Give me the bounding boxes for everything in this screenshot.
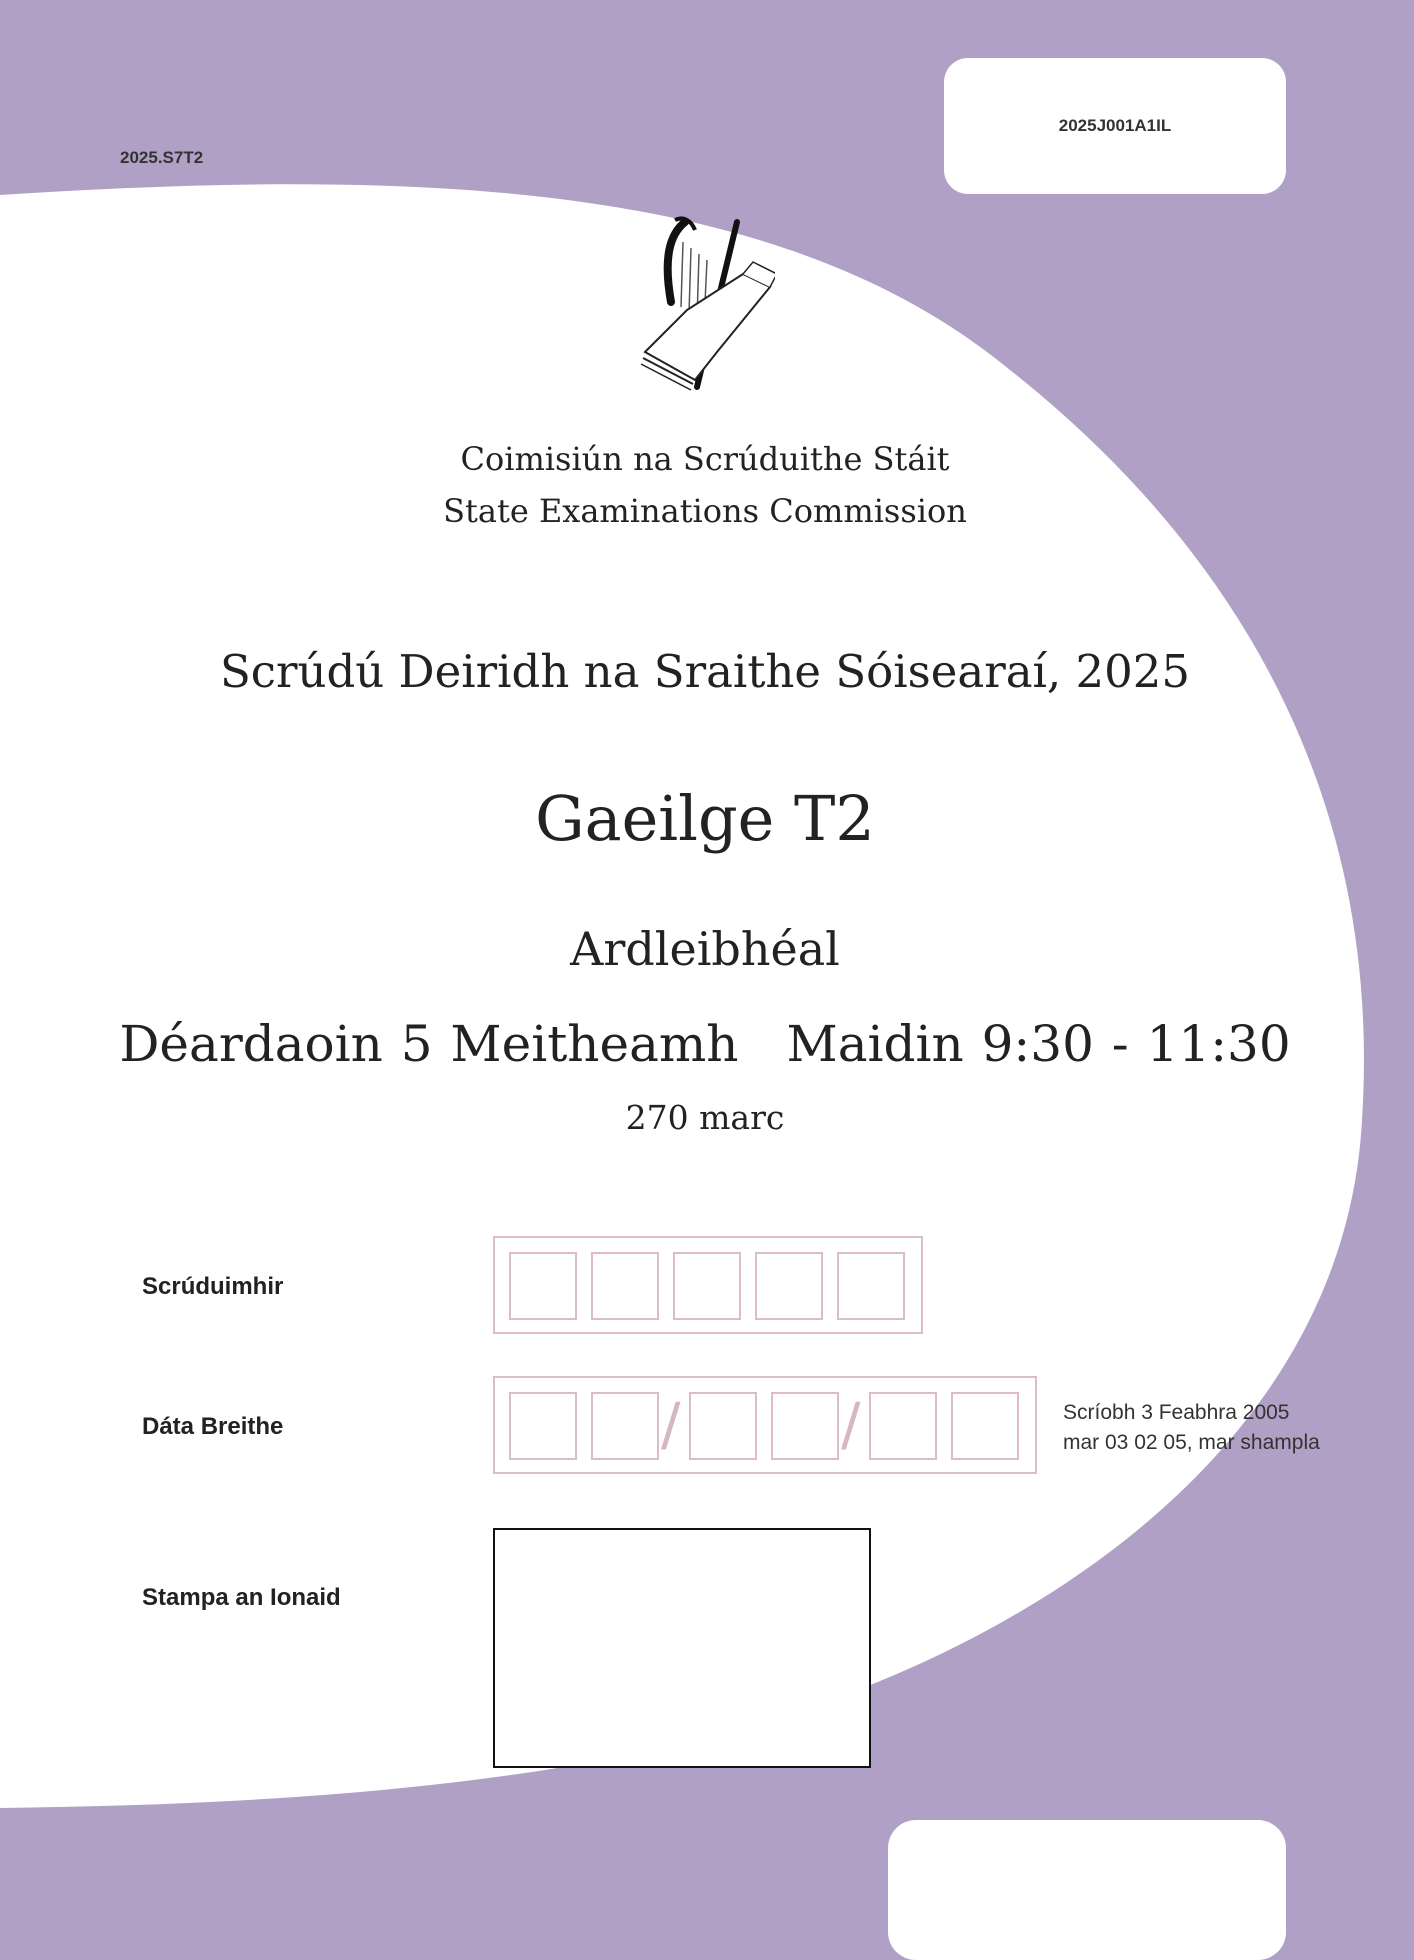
exam-number-digit-box[interactable] <box>591 1252 659 1320</box>
birth-date-boxes <box>493 1376 1037 1474</box>
exam-number-digit-box[interactable] <box>673 1252 741 1320</box>
centre-stamp-box[interactable] <box>493 1528 871 1768</box>
centre-stamp-label: Stampa an Ionaid <box>142 1584 341 1611</box>
total-marks: 270 marc <box>625 1098 785 1137</box>
bottom-white-box <box>888 1820 1286 1960</box>
exam-number-digit-box[interactable] <box>837 1252 905 1320</box>
birth-year-digit-box[interactable] <box>951 1392 1019 1460</box>
birth-date-hint-line2: mar 03 02 05, mar shampla <box>1063 1431 1320 1454</box>
birth-day-digit-box[interactable] <box>509 1392 577 1460</box>
birth-month-digit-box[interactable] <box>771 1392 839 1460</box>
org-name-irish: Coimisiún na Scrúduithe Stáit <box>460 440 950 478</box>
exam-number-label: Scrúduimhir <box>142 1273 284 1300</box>
birth-date-label: Dáta Breithe <box>142 1413 284 1440</box>
exam-day: Déardaoin 5 Meitheamh <box>119 1015 739 1073</box>
exam-date-time <box>0 1015 1410 1073</box>
date-separator: / <box>661 1390 681 1458</box>
birth-month-digit-box[interactable] <box>689 1392 757 1460</box>
exam-time: Maidin 9:30 - 11:30 <box>786 1015 1291 1073</box>
candidate-code: 2025J001A1IL <box>1058 116 1172 135</box>
paper-code: 2025.S7T2 <box>120 148 204 167</box>
candidate-code-box <box>944 58 1286 194</box>
birth-date-hint <box>1063 1398 1320 1458</box>
exam-number-digit-box[interactable] <box>755 1252 823 1320</box>
org-name-english: State Examinations Commission <box>443 492 967 530</box>
birth-date-hint-line1: Scríobh 3 Feabhra 2005 <box>1063 1401 1290 1424</box>
date-separator: / <box>841 1390 861 1458</box>
birth-day-digit-box[interactable] <box>591 1392 659 1460</box>
exam-level: Ardleibhéal <box>570 922 840 976</box>
exam-number-boxes <box>493 1236 923 1334</box>
subject-title: Gaeilge T2 <box>535 782 875 855</box>
exam-number-digit-box[interactable] <box>509 1252 577 1320</box>
harp-book-logo-icon <box>625 212 775 392</box>
exam-title: Scrúdú Deiridh na Sraithe Sóisearaí, 2025 <box>219 645 1191 698</box>
birth-year-digit-box[interactable] <box>869 1392 937 1460</box>
